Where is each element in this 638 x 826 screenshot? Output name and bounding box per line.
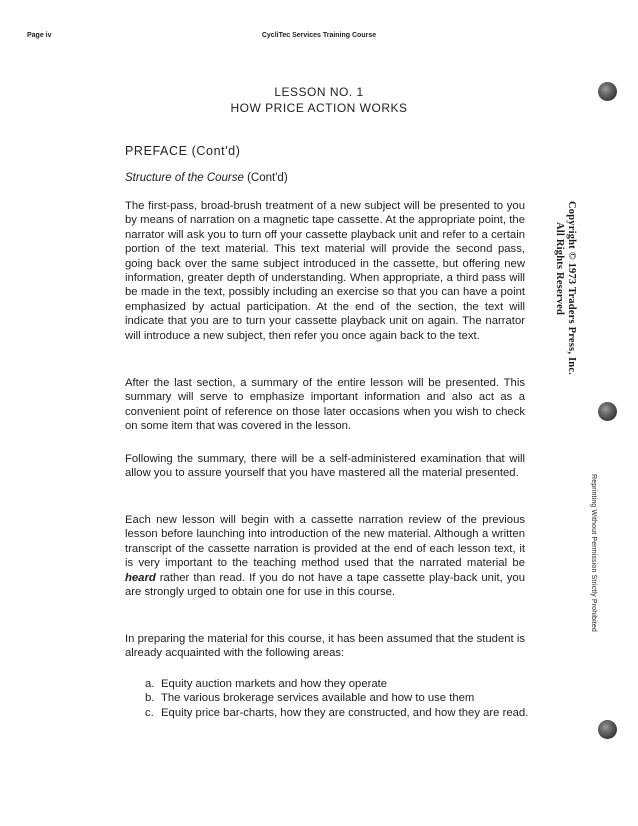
p4-text-end: rather than read. If you do not have a tape cassette play-back unit, you are strongly urged to obtain one for use in this course. [125,571,525,599]
list-item-letter: b. [145,692,155,705]
paragraph-summary: After the last section, a summary of the entire lesson will be presented. This summary will serve to emphasize important information and also act as a convenient point of reference on those later occasions when you wish to check on some item that was covered in the lesson. [125,377,525,433]
paragraph-cassette-review [125,513,525,599]
copyright-notice: Copyright © 1973 Traders Press, Inc. [566,201,577,376]
list-item [145,691,530,705]
punch-hole-bottom [598,720,617,739]
page-number: Page iv [27,32,52,39]
subheading-suffix: (Cont'd) [243,172,288,184]
rights-reserved-notice: All Rights Reserved [554,222,565,316]
running-header: CycliTec Services Training Course [261,32,377,39]
prerequisite-list [145,677,530,720]
reprint-notice: Reprinting Without Permission Strictly Prohibited [590,474,597,632]
list-item-letter: a. [145,678,155,690]
section-heading: PREFACE (Cont'd) [125,144,241,158]
punch-hole-middle [598,402,617,421]
list-item-text: The various brokerage services available and how to use them [161,692,475,705]
p4-text-start: Each new lesson will begin with a cassette narration review of the previous lesson before launching into introduction of the new material. Although a written transcript of the cassette narration is provided at the end of each lesson text, it is very important to the teaching method used that the narrated material be [125,514,525,570]
list-item [145,677,530,691]
paragraph-first-pass: The first-pass, broad-brush treatment of a new subject will be presented to you by means of narration on a magnetic tape cassette. At the appropriate point, the narrator will ask you to turn off your cassette playback unit and refer to a certain portion of the text material. This text material will provide the second pass, going back over the same subject introduced in the cassette, but offering new information, greater depth of understanding. When appropriate, a third pass will be made in the text, possibly including an exercise so that you can have a point emphasized by actual participation. At the end of the section, the text will indicate that you are to turn your cassette playback unit on again. The narrator will introduce a new subject, then refer you once again back to the text. [125,200,525,342]
list-item-letter: c. [145,706,154,719]
lesson-title: HOW PRICE ACTION WORKS [230,101,408,115]
paragraph-examination: Following the summary, there will be a self-administered examination that will allow you to assure yourself that you have mastered all the material presented. [125,453,525,480]
list-item [145,706,530,720]
list-item-text: Equity auction markets and how they operate [161,678,388,690]
list-item-text: Equity price bar-charts, how they are constructed, and how they are read. [161,706,529,719]
subheading [125,172,288,184]
p4-emphasis: heard [125,571,156,584]
subheading-italic: Structure of the Course [125,172,244,184]
lesson-number: LESSON NO. 1 [274,85,364,99]
paragraph-prerequisites: In preparing the material for this course, it has been assumed that the student is already acquainted with the following areas: [125,633,525,660]
